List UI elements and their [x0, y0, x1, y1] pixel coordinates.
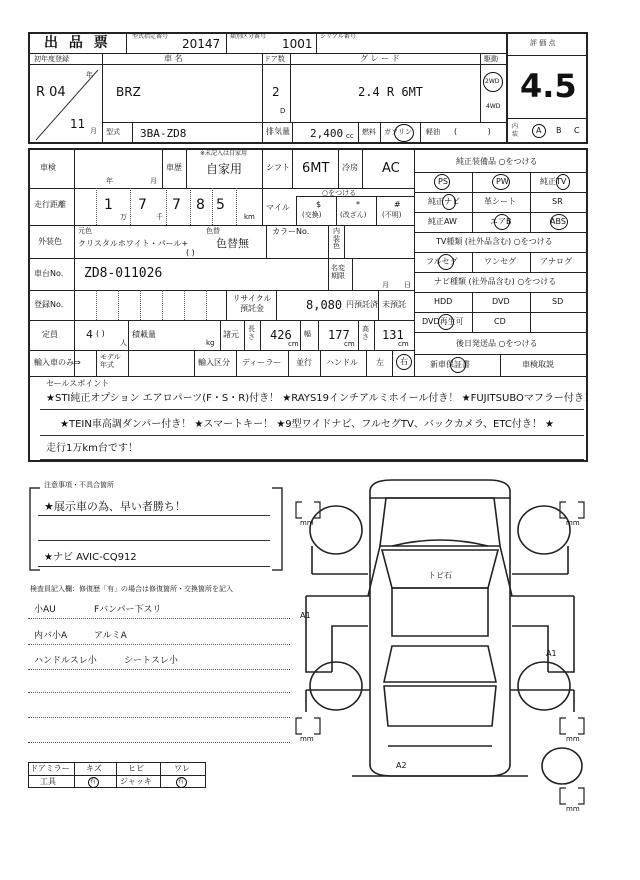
notes-line-3: ★ナビ AVIC-CQ912: [44, 552, 137, 563]
length-label: 長さ: [248, 325, 255, 341]
month-unit: 月: [90, 127, 97, 135]
legend-h-mirror: ドアミラー: [30, 764, 70, 773]
height-value: 131: [382, 328, 404, 342]
equip-pw: PW: [496, 177, 509, 186]
color-no-label: カラーNo.: [272, 227, 310, 236]
equip-pw-circle: [492, 174, 510, 190]
year-unit: 年: [86, 71, 93, 79]
interior-color-label: 内装色: [333, 227, 340, 251]
doors-label: ドア数: [264, 55, 285, 63]
tread-rear-right-unit: mm: [566, 735, 580, 743]
aircon-value: AC: [382, 161, 400, 176]
exchange-sym: $: [316, 200, 322, 209]
tv-analog: アナログ: [540, 257, 572, 266]
tv-oneseg: ワンセグ: [484, 257, 516, 266]
chassis-label: 車台No.: [34, 269, 64, 278]
insp-line-2-b: アルミA: [94, 631, 127, 641]
displacement-unit: cc: [346, 132, 354, 140]
recycle-label: リサイクル預託金: [232, 294, 272, 313]
first-reg-era: R 04: [36, 85, 66, 100]
load-label: 積載量: [132, 330, 156, 339]
tv-title: TV種類 (社外品含む) ○をつける: [436, 237, 553, 246]
equip-genuine-tv: 純正TV: [540, 177, 567, 186]
capacity-label: 定員: [42, 330, 58, 339]
width-label: 幅: [304, 330, 311, 338]
score-value: 4.5: [520, 67, 577, 105]
later-warranty: 新車保証書: [430, 360, 470, 369]
history-label: 車歴: [166, 163, 182, 172]
equip-leather: 革シート: [484, 197, 516, 206]
mileage-sen: 千: [156, 213, 163, 221]
insp-line-1-a: 小AU: [34, 605, 56, 615]
first-reg-label: 初年度登録: [34, 55, 69, 63]
notes-line-1: ★展示車の為、早い者勝ち！: [44, 500, 186, 513]
chassis-value: ZD8-011026: [84, 266, 163, 281]
capacity-unit: 人: [120, 339, 127, 347]
diagram-a1-right: A1: [546, 649, 557, 658]
mileage-digit-1: 1: [104, 197, 113, 213]
unknown-label: (不明): [382, 211, 402, 219]
exterior-color-label: 外装色: [38, 237, 62, 246]
insp-line-1-b: Fバンパー下スリ: [94, 605, 162, 615]
car-damage-diagram: [292, 476, 592, 810]
history-value: 自家用: [206, 162, 243, 176]
import-label: 輸入車のみ⇒: [34, 358, 81, 367]
mileage-digit-4: 8: [196, 197, 205, 213]
equip-genuine-navi: 純正ナビ: [428, 197, 460, 206]
tamper-label: (改ざん): [340, 211, 367, 219]
diagram-a2-rear: A2: [396, 761, 407, 770]
import-type-label: 輸入区分: [198, 358, 230, 367]
unknown-sym: #: [394, 200, 401, 209]
legend-tools-value: 有: [90, 778, 97, 785]
first-reg-month: 11: [70, 117, 86, 131]
navi-dvd: DVD: [492, 297, 510, 306]
handle-left: 左: [376, 358, 384, 367]
type-label: 型式: [106, 128, 120, 136]
serial-label: シリアル番号: [320, 33, 356, 40]
color-change-label: 色替: [206, 227, 220, 235]
width-unit: cm: [344, 340, 355, 348]
orig-color-value: クリスタルホワイト・パール+: [78, 239, 189, 248]
handle-right: 右: [400, 357, 408, 366]
model-cert-label: 型式指定番号: [132, 33, 169, 40]
fuel-bracket: ( ): [454, 127, 491, 136]
tread-front-right-unit: mm: [566, 519, 580, 527]
legend-h-scratch: キズ: [86, 764, 102, 773]
dims-label: 諸元: [223, 330, 239, 339]
doors-value: 2: [272, 85, 280, 99]
navi-sd: SD: [552, 297, 564, 306]
tread-front-left-unit: mm: [300, 519, 314, 527]
insp-line-2-a: 内バ小A: [34, 631, 68, 641]
diagram-a1-left: A1: [300, 611, 311, 620]
interior-a: A: [536, 126, 542, 135]
legend-h-crack: ヒビ: [128, 764, 144, 773]
equip-genuine-tv-circle: [556, 174, 570, 190]
car-name-value: BRZ: [116, 85, 141, 99]
navi-title: ナビ種類 (社外品含む) ○をつける: [434, 277, 557, 286]
mileage-man: 万: [120, 213, 127, 221]
tamper-sym: *: [356, 200, 360, 209]
equip-ps: PS: [438, 177, 448, 186]
displacement-label: 排気量: [266, 127, 290, 136]
legend-jack: ジャッキ: [120, 777, 152, 786]
interior-label-1: 内: [512, 123, 519, 130]
length-value: 426: [270, 328, 292, 342]
length-unit: cm: [288, 340, 299, 348]
capacity-value: 4: [86, 328, 93, 341]
drive-2wd: 2WD: [485, 78, 500, 85]
model-year-label: モデル年式: [100, 353, 121, 369]
model-cert-value: 20147: [182, 37, 221, 51]
later-warranty-circle: [450, 357, 466, 373]
equip-abs: ABS: [550, 217, 566, 226]
equip-airbag: エアB: [490, 217, 512, 226]
equip-ps-circle: [434, 174, 450, 190]
mileage-km: km: [244, 213, 255, 221]
navi-dvd-play: DVD再生可: [422, 317, 464, 326]
insp-line-3-a: ハンドルスレ小: [34, 656, 97, 666]
drive-4wd: 4WD: [486, 103, 501, 110]
recycle-suffix: 円預託済: [346, 300, 378, 309]
handle-label: ハンドル: [326, 358, 358, 367]
inspector-label: 検査員記入欄：修復歴「有」の場合は修復箇所・交換箇所を記入: [30, 585, 233, 593]
diagram-stone-chip: トビ石: [428, 571, 452, 580]
car-name-label: 車 名: [164, 54, 183, 63]
fuel-label: 燃料: [362, 128, 376, 136]
legend-tools: 工具: [40, 777, 56, 786]
later-title: 後日発送品 ○をつける: [456, 339, 538, 348]
navi-dvd-play-circle: [438, 314, 454, 330]
inspection-year-unit: 年: [106, 177, 113, 185]
shift-value: 6MT: [302, 161, 330, 176]
notes-label: 注意事項・不具合箇所: [44, 481, 114, 489]
genuine-title: 純正装備品 ○をつける: [456, 157, 538, 166]
equip-genuine-navi-circle: [442, 194, 456, 210]
doors-sub: D: [280, 107, 286, 115]
tv-fullseg-circle: [438, 254, 454, 270]
height-unit: cm: [398, 340, 409, 348]
interior-label-2: 装: [512, 131, 519, 138]
tread-rear-left-unit: mm: [300, 735, 314, 743]
diesel-label: 軽油: [426, 128, 440, 136]
insp-line-3-b: シートスレ小: [124, 656, 178, 666]
orig-color-label: 元色: [78, 227, 92, 235]
grade-value: 2.4 R 6MT: [358, 85, 424, 99]
recycle-value: 8,080: [306, 298, 343, 312]
legend-jack-value: 有: [178, 778, 185, 785]
navi-cd: CD: [494, 317, 506, 326]
equip-sr: SR: [552, 197, 563, 206]
dealer-label: ディーラー: [242, 358, 282, 367]
odometer-circle-note: ○をつける: [322, 189, 357, 197]
name-change-month: 月: [382, 281, 389, 289]
sales-line-3: 走行1万km台です！: [46, 443, 138, 454]
equip-genuine-aw: 純正AW: [428, 217, 457, 226]
drive-label: 駆動: [484, 55, 498, 63]
mile-label: マイル: [266, 203, 290, 212]
sales-line-2: ★TEIN車高調ダンパー付き！ ★スマートキー！ ★9型ワイドナビ、フルセグTV、バックカメラ、ETC付き！ ★: [60, 419, 554, 430]
width-value: 177: [328, 328, 350, 342]
history-note: ※未記入は自家用: [200, 150, 248, 157]
name-change-label: 名変期限: [331, 264, 345, 281]
mileage-label: 走行距離: [34, 200, 66, 209]
type-value: 3BA-ZD8: [140, 127, 187, 140]
class-value: 1001: [282, 37, 313, 51]
exchange-label: (交換): [302, 211, 322, 219]
tv-fullseg: フルセグ: [426, 257, 458, 266]
navi-hdd: HDD: [434, 297, 453, 306]
sales-label: セールスポイント: [46, 379, 110, 388]
capacity-paren: ( ): [96, 329, 105, 338]
score-label: 評 価 点: [530, 39, 556, 47]
interior-b: B: [556, 126, 562, 135]
mileage-digit-5: 5: [216, 197, 225, 213]
parallel-label: 並行: [296, 358, 312, 367]
inspection-label: 車検: [40, 163, 56, 172]
form-title: 出 品 票: [44, 35, 111, 51]
mileage-digit-2: 7: [138, 197, 147, 213]
displacement-value: 2,400: [310, 127, 344, 140]
inspection-month-unit: 月: [150, 177, 157, 185]
fuel-value: ガソリン: [384, 128, 412, 136]
aircon-label: 冷房: [342, 163, 358, 172]
recycle-unpaid: 未預託: [382, 300, 406, 309]
shift-label: シフト: [266, 163, 290, 172]
sales-line-1: ★STI純正オプション エアロパーツ(F・S・R)付き！ ★RAYS19インチアルミホイール付き！ ★FUJITSUBOマフラー付き！: [46, 393, 594, 404]
legend-h-break: ワレ: [174, 764, 190, 773]
color-change-value: 色替無: [216, 237, 249, 250]
reg-no-label: 登録No.: [34, 300, 64, 309]
name-change-day: 日: [404, 281, 411, 289]
interior-c: C: [574, 126, 580, 135]
class-label: 類別区分番号: [230, 33, 267, 40]
color-change-paren: ( ): [186, 248, 195, 257]
mileage-digit-3: 7: [172, 197, 181, 213]
grade-label: グ レ ー ド: [360, 54, 400, 63]
load-unit: kg: [206, 339, 215, 347]
equip-airbag-circle: [494, 214, 510, 230]
equip-abs-circle: [550, 214, 568, 230]
height-label: 高さ: [362, 325, 369, 341]
later-manual: 車検取説: [522, 360, 554, 369]
tread-spare-unit: mm: [566, 805, 580, 813]
